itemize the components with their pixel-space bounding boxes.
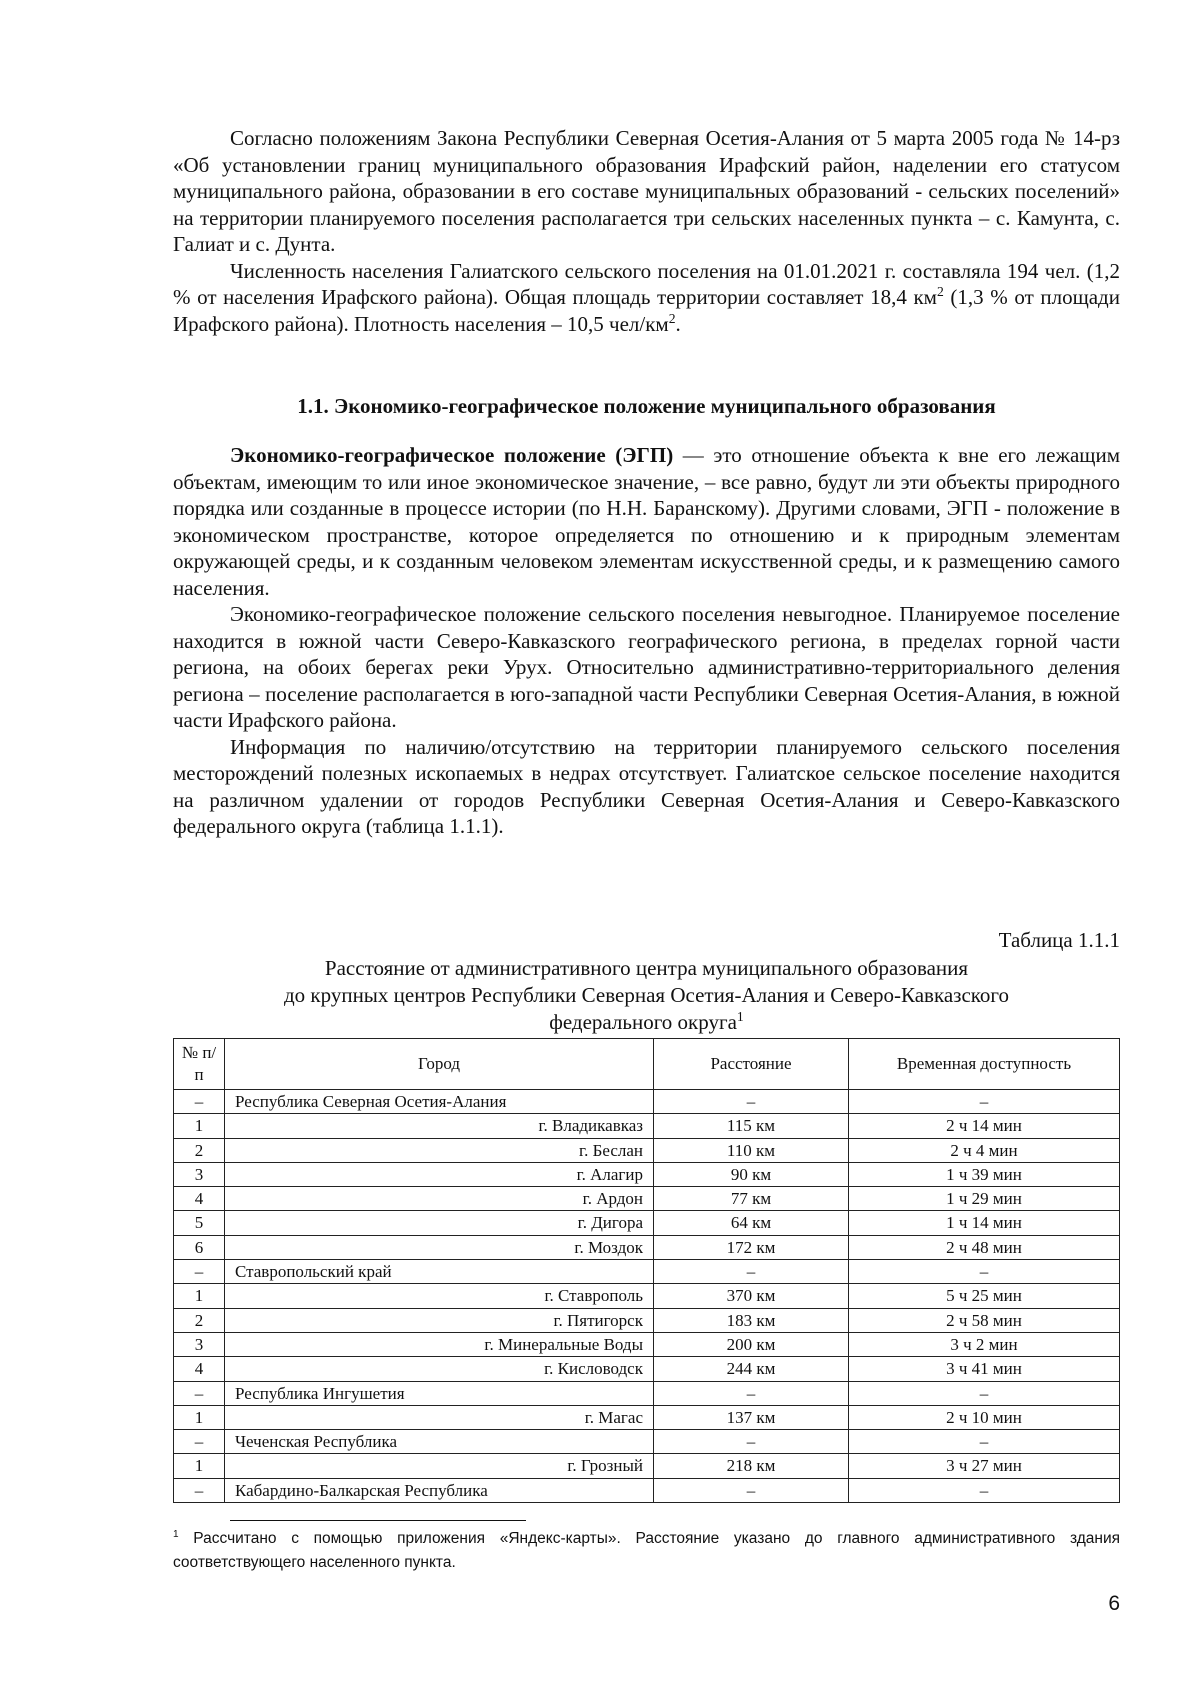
table-row-region: [174, 1478, 1120, 1502]
row-distance: 183 км: [654, 1308, 849, 1332]
egp-assessment-paragraph: Экономико-географическое положение сельского поселения невыгодное. Планируемое поселение находится в южной части Северо-Кавказского географического региона, в пределах горной части региона, на обоих берегах реки Урух. Относительно административно-территориального деления региона – поселение располагается в юго-западной части Республики Северная Осетия-Алания, в южной части Ирафского района.: [173, 602, 1120, 732]
region-name: Ставропольский край: [225, 1260, 654, 1284]
row-num: 2: [174, 1138, 225, 1162]
city-name: г. Ардон: [225, 1187, 654, 1211]
table-row: [174, 1211, 1120, 1235]
caption-line: Расстояние от административного центра муниципального образования: [324, 956, 969, 980]
row-distance: 370 км: [654, 1284, 849, 1308]
table-caption: [173, 955, 1120, 1036]
row-distance: 200 км: [654, 1332, 849, 1356]
city-name: г. Дигора: [225, 1211, 654, 1235]
row-distance: 137 км: [654, 1405, 849, 1429]
city-name: г. Ставрополь: [225, 1284, 654, 1308]
city-name: г. Беслан: [225, 1138, 654, 1162]
header-distance: Расстояние: [654, 1039, 849, 1090]
row-time: 2 ч 10 мин: [849, 1405, 1120, 1429]
row-time: 5 ч 25 мин: [849, 1284, 1120, 1308]
row-num: –: [174, 1430, 225, 1454]
row-num: 3: [174, 1332, 225, 1356]
table-row: [174, 1187, 1120, 1211]
row-num: –: [174, 1478, 225, 1502]
table-row: [174, 1332, 1120, 1356]
row-distance: –: [654, 1430, 849, 1454]
table-row-region: [174, 1260, 1120, 1284]
city-name: г. Пятигорск: [225, 1308, 654, 1332]
footnote: [173, 1527, 1120, 1575]
egp-definition: — это отношение объекта к вне его лежащим объектам, имеющим то или иное экономическое значение, – все равно, будут ли эти объекты природного порядка или созданные в процессе истории (по Н.Н. Баранскому). Другими словами, ЭГП - положение в экономическом пространстве, которое определяется по отношению и к природным элементам окружающей среды, и к созданным человеком элементам искусственной среды, и к размещению самого населения.: [173, 443, 1120, 600]
page-number: 6: [1108, 1592, 1120, 1615]
table-body: [174, 1090, 1120, 1503]
intro-block: [173, 125, 1120, 337]
city-name: г. Магас: [225, 1405, 654, 1429]
row-distance: 110 км: [654, 1138, 849, 1162]
region-name: Республика Северная Осетия-Алания: [225, 1090, 654, 1114]
row-num: 4: [174, 1357, 225, 1381]
row-time: 1 ч 39 мин: [849, 1162, 1120, 1186]
row-num: 3: [174, 1162, 225, 1186]
header-num: № п/п: [174, 1039, 225, 1090]
row-distance: –: [654, 1478, 849, 1502]
row-num: 6: [174, 1235, 225, 1259]
row-distance: –: [654, 1090, 849, 1114]
row-num: 1: [174, 1405, 225, 1429]
table-row-region: [174, 1430, 1120, 1454]
row-num: 1: [174, 1114, 225, 1138]
table-row: [174, 1405, 1120, 1429]
table-row-region: [174, 1381, 1120, 1405]
footnote-text: Рассчитано с помощью приложения «Яндекс-карты». Расстояние указано до главного административного здания соответствующего населенного пункта.: [173, 1530, 1120, 1571]
table-row: [174, 1114, 1120, 1138]
row-distance: –: [654, 1381, 849, 1405]
row-time: 1 ч 14 мин: [849, 1211, 1120, 1235]
footnote-marker: 1: [173, 1528, 179, 1540]
row-time: 2 ч 48 мин: [849, 1235, 1120, 1259]
city-name: г. Минеральные Воды: [225, 1332, 654, 1356]
sentence-end: .: [675, 311, 681, 336]
distance-table: [173, 1038, 1120, 1503]
minerals-paragraph: Информация по наличию/отсутствию на территории планируемого сельского поселения месторождений полезных ископаемых в недрах отсутствует. Галиатское сельское поселение находится на различном удалении от городов Республики Северная Осетия-Алания и Северо-Кавказского федерального округа (таблица 1.1.1).: [173, 734, 1120, 838]
egp-definition-paragraph: [173, 442, 1120, 601]
row-num: –: [174, 1090, 225, 1114]
caption-line: [173, 1009, 1120, 1036]
population-text: Численность населения Галиатского сельского поселения на 01.01.2021 г. составляла 194 чел. (1,2 % от населения Ирафского района). Общая площадь территории составляет 18,4 км: [173, 258, 1120, 309]
section-body: [173, 442, 1120, 840]
row-time: –: [849, 1260, 1120, 1284]
row-distance: 64 км: [654, 1211, 849, 1235]
table-row: [174, 1284, 1120, 1308]
city-name: г. Кисловодск: [225, 1357, 654, 1381]
row-num: 5: [174, 1211, 225, 1235]
header-city: Город: [225, 1039, 654, 1090]
footnote-divider: [230, 1520, 526, 1521]
caption-text: федерального округа: [549, 1010, 737, 1034]
area-text: (1,3 % от площади Ирафского района). Плотность населения – 10,5 чел/км: [173, 285, 1120, 336]
table-row: [174, 1357, 1120, 1381]
row-num: –: [174, 1260, 225, 1284]
row-time: 2 ч 4 мин: [849, 1138, 1120, 1162]
row-num: 1: [174, 1454, 225, 1478]
row-time: 2 ч 14 мин: [849, 1114, 1120, 1138]
row-num: –: [174, 1381, 225, 1405]
table-row-region: [174, 1090, 1120, 1114]
region-name: Кабардино-Балкарская Республика: [225, 1478, 654, 1502]
city-name: г. Владикавказ: [225, 1114, 654, 1138]
region-name: Республика Ингушетия: [225, 1381, 654, 1405]
section-heading: 1.1. Экономико-географическое положение муниципального образования: [297, 394, 996, 418]
header-time: Временная доступность: [849, 1039, 1120, 1090]
row-time: 3 ч 2 мин: [849, 1332, 1120, 1356]
table-header-row: [174, 1039, 1120, 1090]
city-name: г. Алагир: [225, 1162, 654, 1186]
footnote-ref: 1: [736, 1009, 744, 1024]
table-row: [174, 1162, 1120, 1186]
row-time: –: [849, 1430, 1120, 1454]
region-name: Чеченская Республика: [225, 1430, 654, 1454]
row-time: 3 ч 41 мин: [849, 1357, 1120, 1381]
table-row: [174, 1138, 1120, 1162]
row-distance: 77 км: [654, 1187, 849, 1211]
row-time: 3 ч 27 мин: [849, 1454, 1120, 1478]
city-name: г. Моздок: [225, 1235, 654, 1259]
row-distance: 90 км: [654, 1162, 849, 1186]
row-num: 2: [174, 1308, 225, 1332]
row-distance: 244 км: [654, 1357, 849, 1381]
row-num: 1: [174, 1284, 225, 1308]
city-name: г. Грозный: [225, 1454, 654, 1478]
table-row: [174, 1308, 1120, 1332]
caption-line: до крупных центров Республики Северная Осетия-Алания и Северо-Кавказского: [283, 983, 1010, 1007]
table-label: Таблица 1.1.1: [998, 928, 1120, 952]
superscript: 2: [668, 310, 676, 326]
table-row: [174, 1235, 1120, 1259]
row-distance: 172 км: [654, 1235, 849, 1259]
egp-term: Экономико-географическое положение (ЭГП): [230, 443, 674, 467]
intro-paragraph-2: [173, 258, 1120, 338]
row-distance: 218 км: [654, 1454, 849, 1478]
row-time: –: [849, 1381, 1120, 1405]
row-time: –: [849, 1090, 1120, 1114]
table-row: [174, 1454, 1120, 1478]
intro-paragraph-1: Согласно положениям Закона Республики Северная Осетия-Алания от 5 марта 2005 года № 14-рз «Об установлении границ муниципального образования Ирафский район, наделении его статусом муниципального района, образовании в его составе муниципальных образований - сельских поселений» на территории планируемого поселения располагается три сельских населенных пункта – с. Камунта, с. Галиат и с. Дунта.: [173, 126, 1120, 256]
row-time: 2 ч 58 мин: [849, 1308, 1120, 1332]
row-num: 4: [174, 1187, 225, 1211]
row-distance: 115 км: [654, 1114, 849, 1138]
row-time: 1 ч 29 мин: [849, 1187, 1120, 1211]
row-distance: –: [654, 1260, 849, 1284]
superscript: 2: [936, 284, 944, 299]
row-time: –: [849, 1478, 1120, 1502]
